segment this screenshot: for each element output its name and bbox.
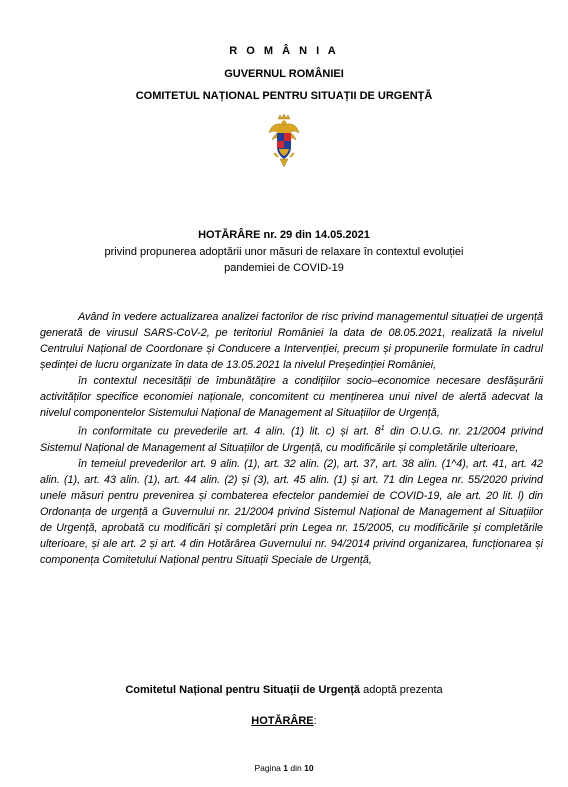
preamble-paragraph-2: în contextul necesității de îmbunătățire a condițiilor socio–economice necesare desfășurării activităților specifice economiei naționale, concomitent cu menținerea unui nivel de alertă adecvat la nivelul componentelor Sistemului Național de Management al Situațiilor de Urgență, xyxy=(40,375,543,419)
decision-subtitle-line1: privind propunerea adoptării unor măsuri de relaxare în contextul evoluției xyxy=(104,246,464,258)
superscript-number: 1 xyxy=(380,425,385,432)
decision-subtitle-line2: pandemiei de COVID-19 xyxy=(224,262,344,274)
romanian-coat-of-arms-icon xyxy=(268,113,300,177)
paragraph-3-text-start: în conformitate cu prevederile art. 4 alin. (1) lit. c) și art. 8 xyxy=(78,425,381,438)
adoption-line xyxy=(0,684,568,696)
header-committee: COMITETUL NAȚIONAL PENTRU SITUAȚII DE URGENȚĂ xyxy=(135,90,433,102)
preamble-paragraph-4: în temeiul prevederilor art. 9 alin. (1), art. 32 alin. (2), art. 37, art. 38 alin. (1^4), art. 41, art. 42 alin. (1), art. 43 alin. (1), art. 44 alin. (2) și (3), art. 45 alin. (1) și art. 71 din Legea nr. 55/2020 privind unele măsuri pentru prevenirea și combaterea efectelor pandemiei de COVID-19, ale art. 20 lit. l) din Ordonanța de urgență a Guvernului nr. 21/2004 privind Sistemul Național de Management al Situațiilor de Urgență, aprobată cu modificări și completări prin Legea nr. 15/2005, cu modificările și completările ulterioare, și ale art. 2 și art. 4 din Hotărârea Guvernului nr. 94/2014 privind organizarea, funcționarea și componența Comitetului Național pentru Situații Speciale de Urgență, xyxy=(40,457,543,566)
decision-title: HOTĂRÂRE nr. 29 din 14.05.2021 xyxy=(198,229,370,241)
hotarare-heading xyxy=(0,715,568,727)
page-footer xyxy=(0,763,568,773)
footer-total-pages: 10 xyxy=(304,763,314,773)
preamble-paragraph-1: Având în vedere actualizarea analizei factorilor de risc privind managementul situației de urgență generată de virusul SARS-CoV-2, pe teritoriul României la data de 08.05.2021, realizată la nivelul Centrului Național de Coordonare și Conducere a Intervenției, precum și propunerile formulate în cadrul ședinței de lucru organizate în data de 13.05.2021 la nivelul Președinției României, xyxy=(40,311,543,371)
hotarare-label: HOTĂRÂRE xyxy=(251,715,314,727)
paragraph-3-text-end: din O.U.G. nr. 21/2004 privind Sistemul Național de Management al Situațiilor de Urgență, cu modificările și completările ulterioare, xyxy=(40,425,543,454)
preamble-paragraph-3 xyxy=(40,421,543,456)
footer-of-word: din xyxy=(288,763,305,773)
adoption-committee: Comitetul Național pentru Situații de Urgență xyxy=(125,684,361,696)
hotarare-colon: : xyxy=(313,715,317,727)
header-country: R O M Â N I A xyxy=(229,45,339,57)
preamble-body xyxy=(40,309,543,568)
header-government: GUVERNUL ROMÂNIEI xyxy=(224,68,344,80)
footer-page-word: Pagina xyxy=(254,763,284,773)
adoption-text: adoptă prezenta xyxy=(360,684,443,696)
footer-current-page: 1 xyxy=(283,763,289,773)
